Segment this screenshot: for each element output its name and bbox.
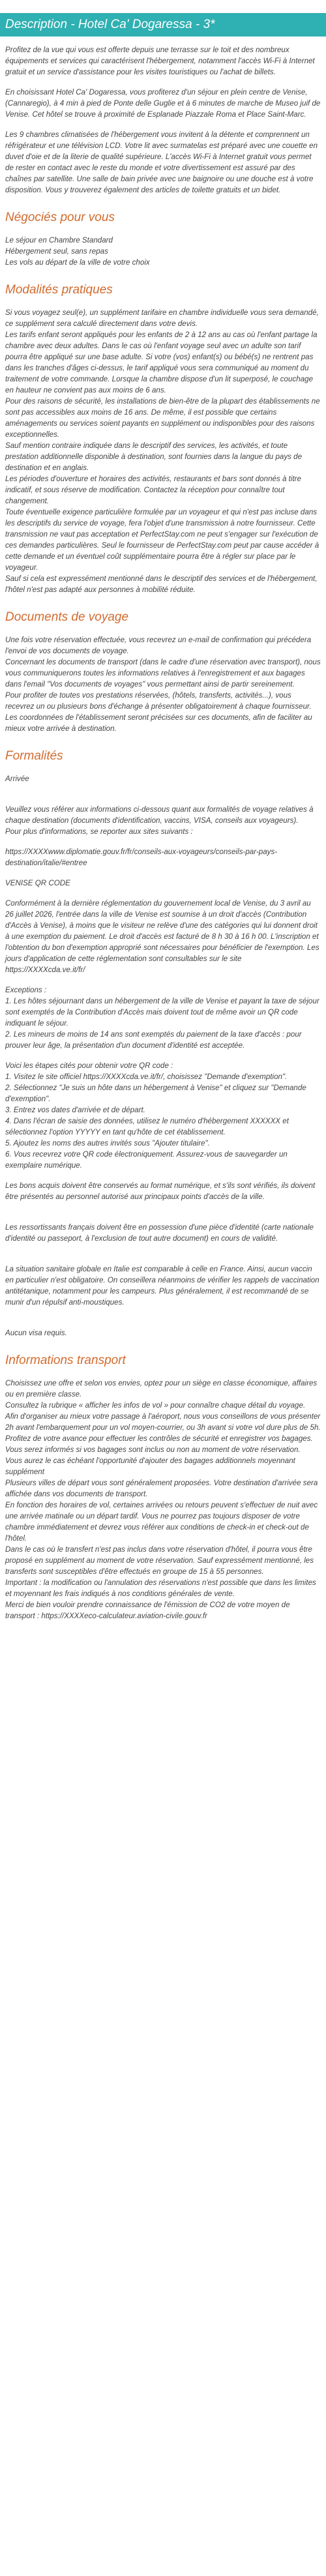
formalites-p8: Les ressortissants français doivent être en possession d'une pièce d'identité (carte nationale d'identité ou passeport, à l'exclusion de tout autre document) en cours de validité. [5,1223,314,1243]
section-heading-formalites: Formalités [5,749,63,763]
section-heading-documents: Documents de voyage [5,610,129,624]
formalites-exceptions: Exceptions : 1. Les hôtes séjournant dans un hébergement de la ville de Venise et payant la taxe de séjour sont exemptés de la Contribution d'Accès mais doivent tout de même avoir un QR code indiquant le séjour. 2. Les mineurs de moins de 14 ans sont exemptés du paiement de la taxe d'accès : pour prouver leur âge, la présentation d'un document d'identité est acceptée. [5,986,319,1050]
page-title: Description - Hotel Ca' Dogaressa - 3* [0,13,326,37]
formalites-link: https://XXXXwww.diplomatie.gouv.fr/fr/conseils-aux-voyageurs/conseils-par-pays-destination/italie/#entree [5,848,278,867]
intro-paragraph-1: Profitez de la vue qui vous est offerte depuis une terrasse sur le toit et des nombreux équipements et services qui caractérisent l'hébergement, notamment l'accès Wi-Fi à Internet gratuit et un service d'assistance pour les visites touristiques ou l'achat de billets. [5,46,315,76]
formalites-p4: Conformément à la dernière réglementation du gouvernement local de Venise, du 3 avril au 26 juillet 2026, l'entrée dans la ville de Venise est soumise à un droit d'accès (Contribution d'Accès à Venise), à moins que le visiteur ne relève d'une des catégories qui lui donnent droit à une exemption du paiement. Le droit d'accès est facturé de 8 h 30 à 16 h 00. L'inscription et l'obtention du bon d'exemption approprié sont nécessaires pour bénéficier de l'exemption. Les jours d'application de cette réglementation sont consultables sur le site https://XXXXcda.ve.it/fr/ [5,899,319,974]
section-heading-negocies: Négociés pour vous [5,211,115,224]
section-heading-modalites: Modalités pratiques [5,283,113,297]
formalites-p7: Les bons acquis doivent être conservés au format numérique, et s'ils sont vérifiés, ils doivent être présentés au personnel autorisé aux principaux points d'accès de la ville. [5,1181,316,1201]
formalites-p9: La situation sanitaire globale en Italie est comparable à celle en France. Ainsi, aucun vaccin en particulier n'est obligatoire. On conseillera néanmoins de vérifier les rappels de vaccination antitétanique, notamment pour les campeurs. Plus généralement, il est recommandé de se munir d'un répulsif anti-moustiques. [5,1265,319,1307]
formalites-p10: Aucun visa requis. [5,1329,67,1337]
content [0,44,326,1621]
intro-paragraph-3: Les 9 chambres climatisées de l'hébergement vous invitent à la détente et comprennent un réfrigérateur et une télévision LCD. Votre lit avec surmatelas est préparé avec une couette en duvet d'oie et de la literie de qualité supérieure. L'accès Wi-Fi à Internet gratuit vous permet de rester en contact avec le reste du monde et votre divertissement est assuré par des chaînes par satellite. Une salle de bain privée avec une baignoire ou une douche est à votre disposition. Vous y trouverez également des articles de toilette gratuits et un bidet. [5,130,318,194]
transport-text: Choisissez une offre et selon vos envies, optez pour un siège en classe économique, affaires ou en première classe. Consultez la rubrique « afficher les infos de vol » pour connaître chaque détail du voyage. Afin d'organiser au mieux votre passage à l'aéroport, nous vous conseillons de vous présenter 2h avant l'embarquement pour un vol moyen-courrier, ou 3h avant si votre vol dure plus de 5h. Profitez de votre avance pour effectuer les contrôles de sécurité et enregistrer vos bagages. Vous serez informés si vos bagages sont inclus ou non au moment de votre réservation. Vous aurez le cas échéant l'opportunité d'ajouter des bagages additionnels moyennant supplément Plusieurs villes de départ vous sont généralement proposées. Votre destination d'arrivée sera affichée dans vos documents de transport. En fonction des horaires de vol, certaines arrivées ou retours peuvent s'effectuer de nuit avec une arrivée matinale ou un départ tardif. Vous ne pourrez pas toujours disposer de votre chambre immédiatement et devrez vous référer aux conditions de check-in et check-out de l'hôtel. Dans le cas où le transfert n'est pas inclus dans votre réservation d'hôtel, il pourra vous être proposé en supplément au moment de votre réservation. Sauf expressément mentionné, les transferts sont susceptibles d'être effectués en groupe de 15 à 55 personnes. Important : la modification ou l'annulation des réservations n'est possible que dans les limites et moyennant les frais indiqués à nos conditions générales de vente. Merci de bien vouloir prendre connaissance de l'émission de CO2 de votre moyen de transport : https://XXXXeco-calculateur.aviation-civile.gouv.fr [5,1379,321,1620]
intro-paragraph-2: En choisissant Hotel Ca' Dogaressa, vous profiterez d'un séjour en plein centre de Venise, (Cannaregio), à 4 min à pied de Ponte delle Guglie et à 6 minutes de marche de Museo juif de Venise. Cet hôtel se trouve à proximité de Esplanade Piazzale Roma et Place Saint-Marc. [5,88,321,119]
formalites-qr-title: VENISE QR CODE [5,879,70,887]
formalites-p1: Veuillez vous référer aux informations ci-dessous quant aux formalités de voyage relatives à chaque destination (documents d'identification, vaccins, VISA, conseils aux voyageurs). Pour plus d'informations, se reporter aux sites suivants : [5,805,314,836]
page [0,13,326,1635]
formalites-arrivee: Arrivée [5,775,29,783]
formalites-steps: Voici les étapes cités pour obtenir votre QR code : 1. Visitez le site officiel https://XXXXcda.ve.it/fr/, choisissez "Demande d'exemption". 2. Sélectionnez "Je suis un hôte dans un hébergement à Venise" et cliquez sur "Demande d'exemption". 3. Entrez vos dates d'arrivée et de départ. 4. Dans l'écran de saisie des données, utilisez le numéro d'hébergement XXXXXX et sélectionnez l'option YYYYY en tant qu'hôte de cet établissement. 5. Ajoutez les noms des autres invités sous "Ajouter titulaire". 6. Vous recevrez votre QR code électroniquement. Assurez-vous de sauvegarder un exemplaire numérique. [5,1061,306,1170]
modalites-text: Si vous voyagez seul(e), un supplément tarifaire en chambre individuelle vous sera demandé, ce supplément sera calculé directement dans votre devis. Les tarifs enfant seront appliqués pour les enfants de 2 à 12 ans au cas où l'enfant partage la chambre avec deux adultes. Dans le cas où l'enfant voyage seul avec un adulte son tarif pourra être appliqué sur une base adulte. Si votre (vos) enfant(s) ou bébé(s) ne rentrent pas dans les tranches d'âges ci-dessus, le tarif appliqué vous sera communiqué au moment du traitement de votre commande. Lorsque la chambre dispose d'un lit superposé, le couchage en hauteur ne convient pas aux moins de 6 ans. Pour des raisons de sécurité, les installations de bien-être de la plupart des établissements ne sont pas accessibles aux moins de 16 ans. De même, il est possible que certains aménagements ou services soient payants en supplément ou indisponibles pour des raisons exceptionnelles. Sauf mention contraire indiquée dans le descriptif des services, les activités, et toute prestation additionnelle disponible à destination, sont fournies dans la langue du pays de destination et en anglais. Les périodes d'ouverture et horaires des activités, restaurants et bars sont donnés à titre indicatif, et sous réserve de modification. Contactez la réception pour connaître tout changement. Toute éventuelle exigence particulière formulée par un voyageur et qui n'est pas incluse dans les descriptifs du service de voyage, fera l'objet d'une transmission à notre fournisseur. Cette transmission ne vaut pas acceptation et PerfectStay.com ne peut s'engager sur l'exécution de ces demandes particulières. Seul le fournisseur de PerfectStay.com peut par cause accéder à cette demande et un éventuel coût supplémentaire pourra être à régler sur place par le voyageur. Sauf si cela est expressément mentionné dans le descriptif des services et de l'hébergement, l'hôtel n'est pas adapté aux personnes à mobilité réduite. [5,308,320,594]
documents-text: Une fois votre réservation effectuée, vous recevrez un e-mail de confirmation qui précédera l'envoi de vos documents de voyage. Concernant les documents de transport (dans le cadre d'une réservation avec transport), nous vous communiquerons toutes les informations relatives à l'enregistrement et aux bagages dans l'email "Vos documents de voyages" vous permettant ainsi de partir sereinement. Pour profiter de toutes vos prestations réservées, (hôtels, transferts, activités...), vous recevrez un ou plusieurs bons d'échange à présenter obligatoirement à chaque fournisseur. Les coordonnées de l'établissement seront précisées sur ces documents, afin de faciliter au mieux votre arrivée à destination. [5,636,321,733]
negocies-text: Le séjour en Chambre Standard Hébergement seul, sans repas Les vols au départ de la ville de votre choix [5,236,150,267]
section-heading-transport: Informations transport [5,1354,126,1367]
